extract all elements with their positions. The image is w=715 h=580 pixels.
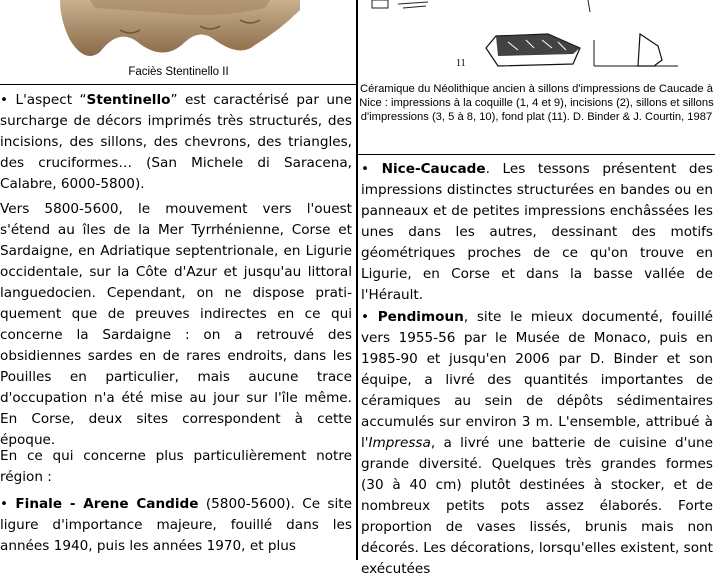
drawing-number: 11 [456, 58, 466, 69]
term-impressa: Impressa [368, 435, 431, 451]
term-stentinello: Stentinello [86, 92, 171, 108]
ceramic-fragment-drawing [358, 0, 715, 80]
text: (5800-5600). Ce site ligure d'importance majeure, fouillé dans les années 1940, puis les années 1970, et plus [0, 496, 352, 554]
caption-rule [358, 154, 715, 155]
paragraph-arene-candide [0, 494, 352, 557]
text: , a livré une batterie de cuisine d'une grande diversité. Quelques très grandes formes (30 à 40 cm) plutôt destinées à stocker, et de nombreux petits pots assez élaborés. Forte proportion de vases lissés, brunis mais non décorés. Les décorations, lorsqu'elles existent, sont exécutées [361, 435, 713, 577]
bullet: • [361, 309, 378, 325]
stentinello-pottery-photo [0, 0, 357, 64]
paragraph-nice-caucade [361, 159, 713, 306]
paragraph-expansion: Vers 5800-5600, le mouvement vers l'ouest s'étend au îles de la Mer Tyrrhénienne, Corse et Sardaigne, en Adriatique septentrionale, en Ligurie occidentale, sur la Côte d'Azur et jusqu'au littoral languedocien. Cependant, on ne dispose prati-quement que de preuves indirectes en ce qui concerne la Sardaigne : on a retrouvé des obsidiennes sardes en de rares endroits, dans les Pouilles en particulier, mais aucune trace d'occupation n'a été mise au jour sur l'île même. En Corse, deux sites correspondent à cette époque. [0, 201, 352, 448]
photo-caption: Faciès Stentinello II [128, 66, 229, 78]
text: L'aspect “ [15, 92, 87, 108]
text: , site le mieux documenté, fouillé vers 1955-56 par le Musée de Monaco, puis en 1985-90 et jusqu'en 2006 par D. Binder et son équipe, a livré des quantités importantes de céramiques au sein de dépôts sédimentaires accumulés sur environ 3 m. L'ensemble, attribué à l' [361, 309, 714, 451]
bullet: • [0, 92, 16, 108]
left-column [0, 0, 357, 560]
bullet: • [361, 161, 382, 177]
drawing-caption: Céramique du Néolithique ancien à sillons d'impressions de Caucade à Nice : impressions à la coquille (1, 4 et 9), incisions (2), sillons et sillons d'impressions (3, 5 à 8, 10), fond plat (11). D. Binder & J. Courtin, 1987 [359, 83, 714, 123]
caption-rule [0, 84, 357, 85]
paragraph-stentinello [0, 90, 352, 195]
term-nice-caucade: Nice-Caucade [381, 161, 486, 177]
text: ” est caractérisé par une surcharge de décors imprimés très structurés, des incisions, des sillons, des chevrons, des triangles, des cruciformes… (San Michele di Saracena, Calabre, 6000-5800). [0, 92, 353, 192]
paragraph-region-intro: En ce qui concerne plus particulièrement notre région : [0, 448, 352, 485]
right-column [358, 0, 715, 577]
paragraph-pendimoun [361, 307, 713, 580]
bullet: • [0, 496, 16, 512]
text: . Les tessons présentent des impressions distinctes structurées en bandes ou en panneaux et de petites impressions enchâssées les unes dans les autres, dessinant des motifs géométriques proches de ce qu'on trouve en Ligurie, en Corse et dans la basse vallée de l'Hérault. [361, 161, 713, 303]
term-pendimoun: Pendimoun [377, 309, 464, 325]
term-arene-candide: Finale - Arene Candide [15, 496, 199, 512]
